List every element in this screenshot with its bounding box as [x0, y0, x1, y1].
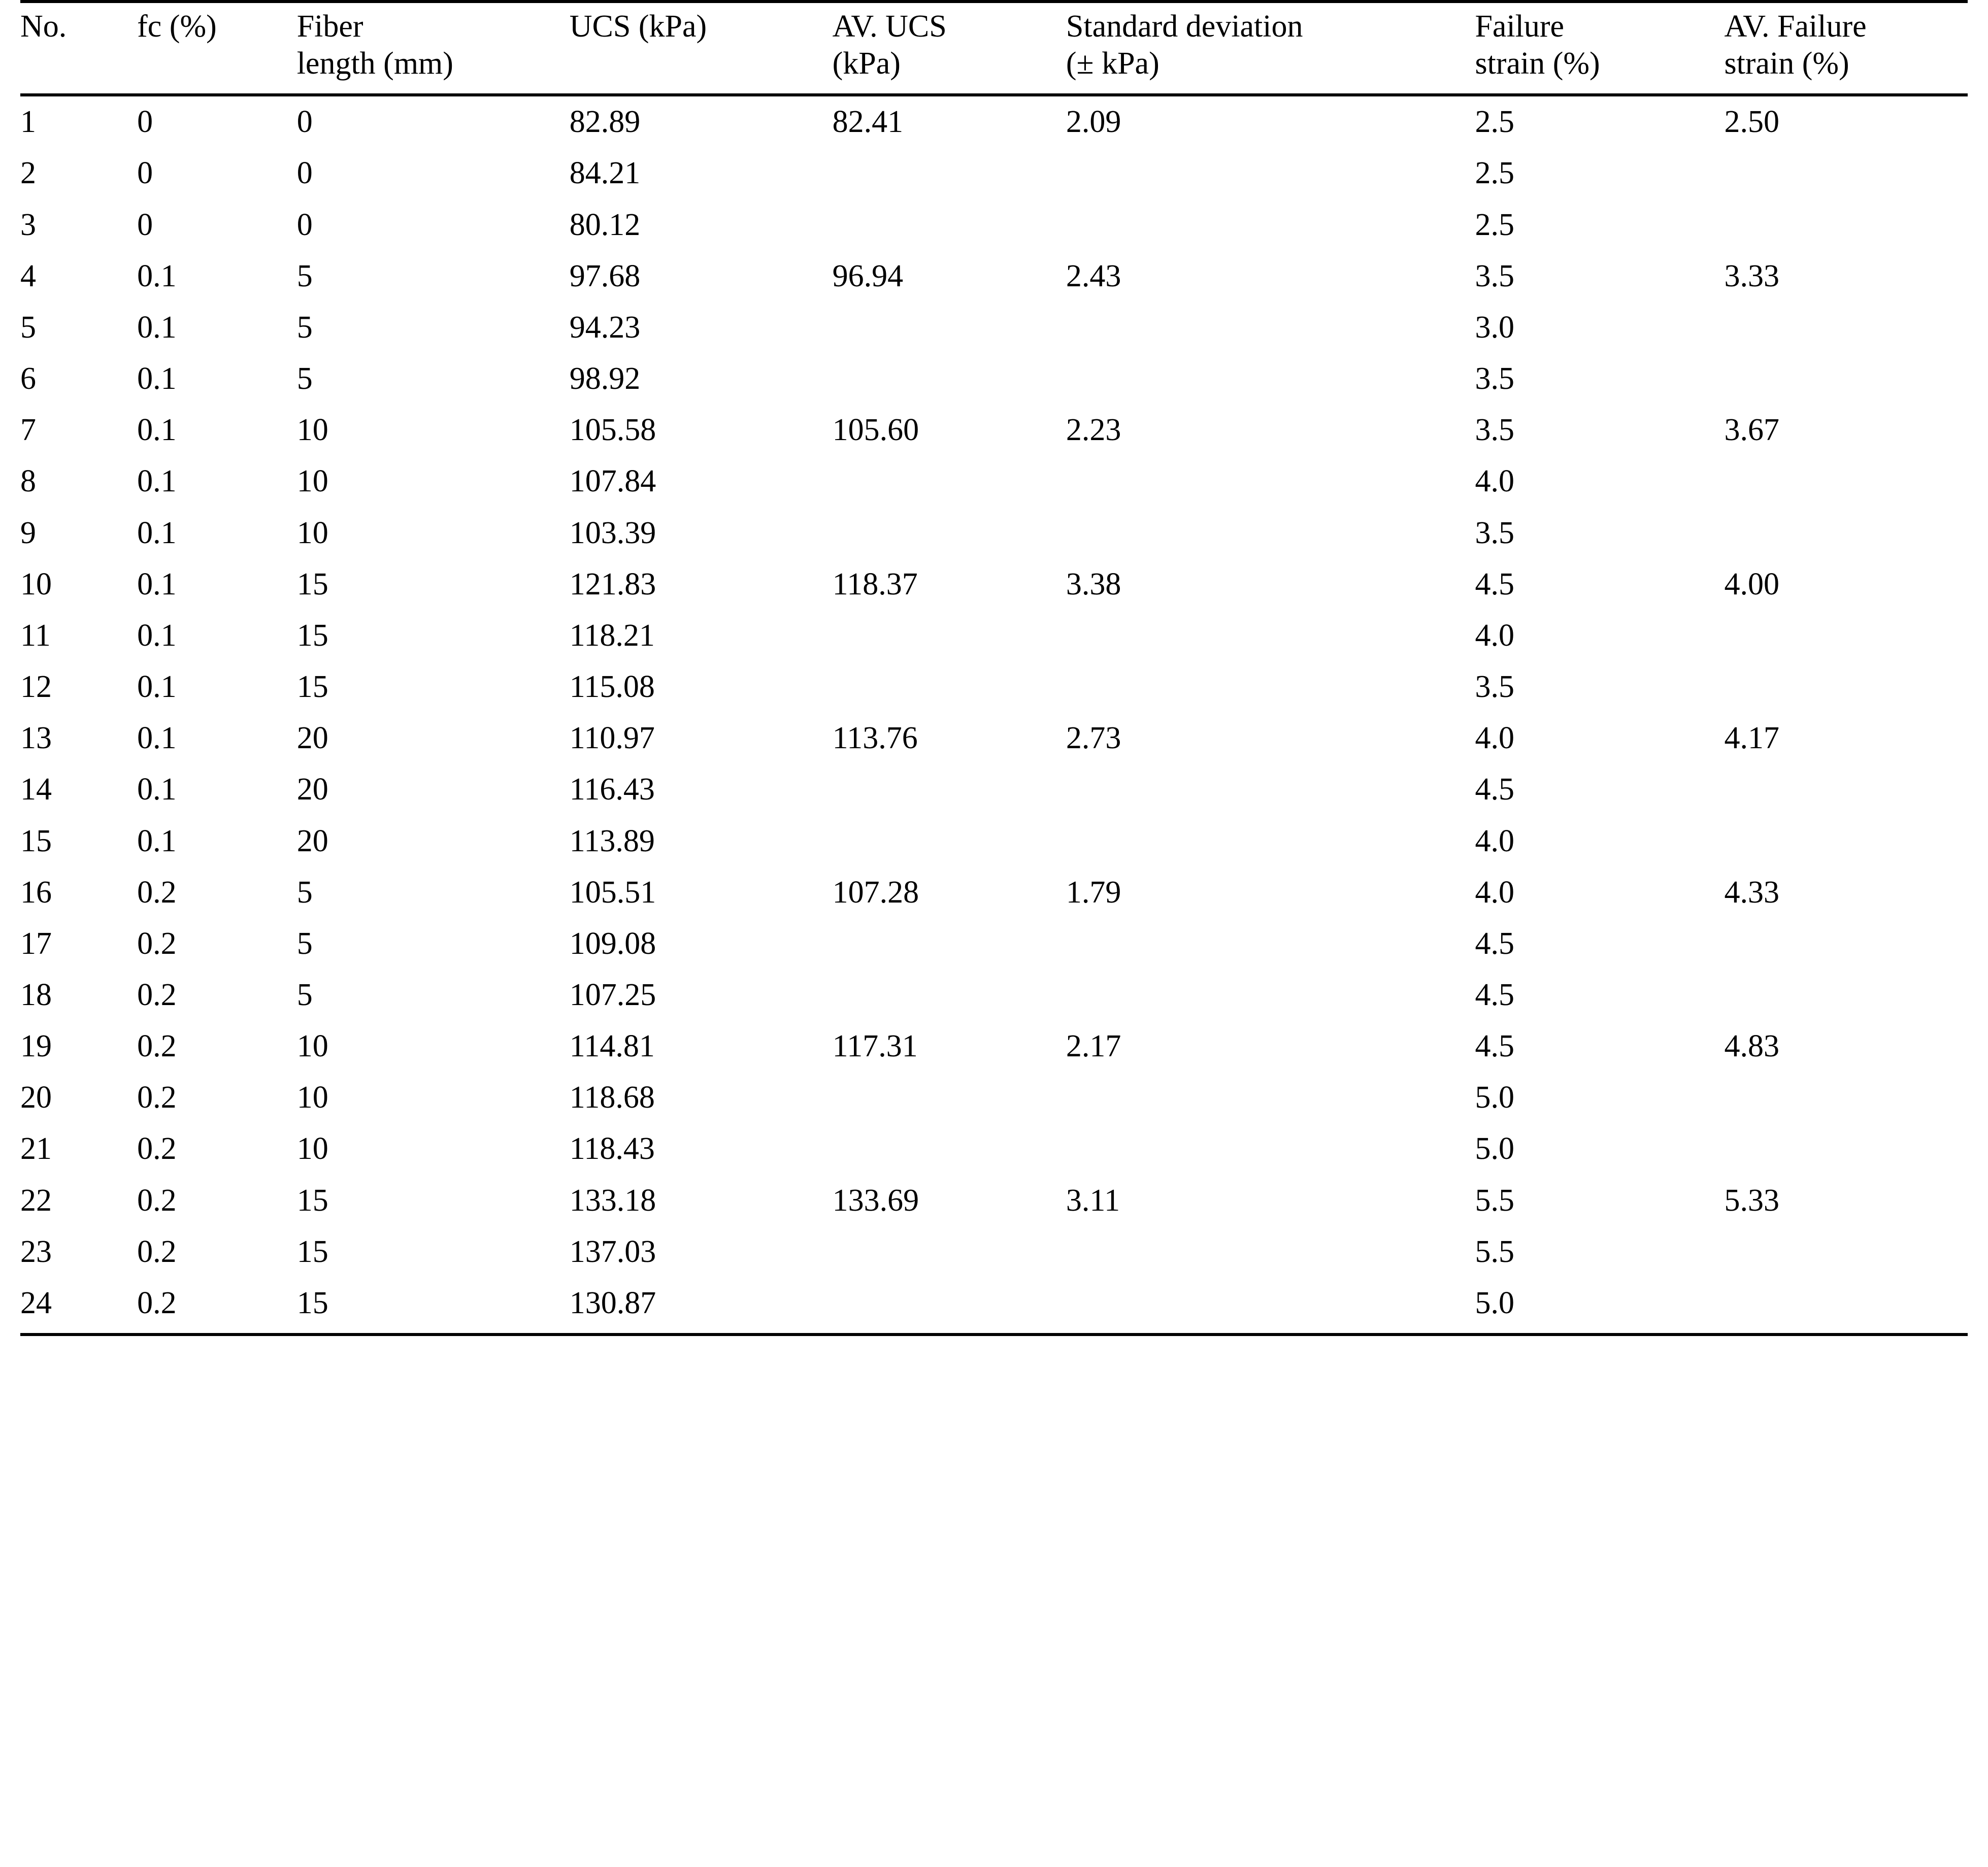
cell-fc: 0.2: [137, 926, 177, 961]
cell-failure-strain: 2.5: [1475, 105, 1514, 140]
cell-no: 8: [20, 464, 36, 499]
cell-ucs: 94.23: [569, 310, 641, 345]
cell-av-failure-strain: [1724, 816, 1968, 867]
cell-fiber-length: 5: [296, 977, 313, 1012]
cell-fc: 0: [137, 207, 153, 242]
cell-av-ucs: [833, 199, 1066, 251]
cell-ucs: 118.43: [569, 1131, 655, 1166]
table-body: [20, 95, 1968, 1335]
cell-ucs: 130.87: [569, 1285, 656, 1320]
table-row: [20, 1226, 1968, 1278]
cell-av-failure-strain: [1724, 199, 1968, 251]
cell-av-failure-strain: [1724, 970, 1968, 1021]
cell-av-failure-strain: [1724, 764, 1968, 815]
cell-std-dev: [1066, 1278, 1475, 1335]
cell-ucs: 97.68: [569, 258, 641, 293]
cell-no: 9: [20, 515, 36, 550]
cell-no: 20: [20, 1080, 52, 1115]
table-row: [20, 405, 1968, 456]
cell-no: 6: [20, 361, 36, 396]
cell-ucs: 118.68: [569, 1080, 655, 1115]
column-header-av-failure-strain-line1: AV. Failure: [1724, 9, 1867, 44]
cell-av-ucs: [833, 508, 1066, 559]
table-row: [20, 95, 1968, 148]
cell-std-dev: [1066, 1123, 1475, 1175]
cell-av-ucs: [833, 1072, 1066, 1123]
cell-fc: 0.1: [137, 258, 177, 293]
table-row: [20, 148, 1968, 199]
cell-no: 19: [20, 1029, 52, 1064]
cell-no: 1: [20, 105, 36, 140]
cell-av-ucs: 105.60: [832, 413, 919, 448]
cell-failure-strain: 4.5: [1475, 926, 1514, 961]
ucs-results-table: [20, 3, 1968, 1336]
cell-av-ucs: [833, 970, 1066, 1021]
cell-failure-strain: 3.5: [1475, 670, 1514, 705]
cell-failure-strain: 5.0: [1475, 1131, 1514, 1166]
cell-no: 16: [20, 875, 52, 910]
cell-av-failure-strain: [1724, 1123, 1968, 1175]
cell-std-dev: [1066, 610, 1475, 661]
cell-failure-strain: 4.5: [1475, 772, 1514, 807]
cell-ucs: 98.92: [569, 361, 641, 396]
cell-std-dev: [1066, 148, 1475, 199]
cell-fiber-length: 10: [296, 413, 328, 448]
cell-av-failure-strain: [1724, 353, 1968, 405]
cell-fiber-length: 20: [296, 721, 328, 756]
cell-no: 21: [20, 1131, 52, 1166]
column-header-fiber-length-line2: length (mm): [296, 46, 453, 81]
cell-av-ucs: [833, 764, 1066, 815]
column-header-av-ucs: [833, 3, 1066, 95]
cell-std-dev: 2.17: [1066, 1029, 1121, 1064]
cell-failure-strain: 4.5: [1475, 1029, 1514, 1064]
column-header-failure-strain-line1: Failure: [1475, 9, 1565, 44]
column-header-failure-strain-line2: strain (%): [1475, 46, 1600, 81]
cell-av-failure-strain: [1724, 918, 1968, 970]
cell-fiber-length: 15: [296, 1234, 328, 1269]
cell-av-failure-strain: [1724, 1226, 1968, 1278]
cell-ucs: 109.08: [569, 926, 656, 961]
column-header-av-failure-strain-line2: strain (%): [1724, 46, 1849, 81]
cell-fiber-length: 20: [296, 772, 328, 807]
cell-av-ucs: [833, 661, 1066, 713]
cell-fiber-length: 0: [296, 156, 313, 191]
cell-std-dev: [1066, 918, 1475, 970]
table-header: [20, 3, 1968, 95]
cell-ucs: 103.39: [569, 515, 656, 550]
column-header-standard-deviation-line1: Standard deviation: [1066, 9, 1303, 44]
cell-av-failure-strain: 4.17: [1724, 721, 1779, 756]
cell-failure-strain: 5.0: [1475, 1285, 1514, 1320]
cell-ucs: 115.08: [569, 670, 655, 705]
cell-av-ucs: [833, 456, 1066, 507]
cell-std-dev: [1066, 816, 1475, 867]
cell-fiber-length: 10: [296, 1029, 328, 1064]
table-row: [20, 1175, 1968, 1226]
cell-std-dev: 3.11: [1066, 1183, 1120, 1218]
cell-std-dev: [1066, 508, 1475, 559]
cell-failure-strain: 4.5: [1475, 566, 1514, 602]
cell-av-failure-strain: 2.50: [1724, 105, 1779, 140]
column-header-ucs-line1: UCS (kPa): [569, 9, 707, 44]
cell-failure-strain: 4.0: [1475, 875, 1514, 910]
cell-failure-strain: 3.5: [1475, 413, 1514, 448]
table-row: [20, 867, 1968, 918]
cell-av-ucs: [833, 1226, 1066, 1278]
cell-av-failure-strain: [1724, 1072, 1968, 1123]
cell-av-ucs: 82.41: [832, 105, 904, 140]
cell-fc: 0.1: [137, 618, 177, 653]
cell-fiber-length: 15: [296, 1183, 328, 1218]
table-row: [20, 456, 1968, 507]
table-row: [20, 1072, 1968, 1123]
cell-fiber-length: 10: [296, 464, 328, 499]
column-header-av-ucs-line2: (kPa): [832, 46, 901, 81]
cell-failure-strain: 3.5: [1475, 515, 1514, 550]
cell-ucs: 116.43: [569, 772, 655, 807]
cell-fc: 0.1: [137, 464, 177, 499]
cell-failure-strain: 5.5: [1475, 1234, 1514, 1269]
cell-ucs: 118.21: [569, 618, 655, 653]
cell-no: 2: [20, 156, 36, 191]
cell-fc: 0.1: [137, 515, 177, 550]
column-header-av-ucs-line1: AV. UCS: [832, 9, 947, 44]
cell-fc: 0.2: [137, 977, 177, 1012]
cell-no: 13: [20, 721, 52, 756]
column-header-fiber-length-line1: Fiber: [296, 9, 363, 44]
cell-fiber-length: 10: [296, 515, 328, 550]
cell-fiber-length: 20: [296, 823, 328, 858]
cell-av-failure-strain: [1724, 1278, 1968, 1335]
cell-av-failure-strain: [1724, 610, 1968, 661]
cell-ucs: 84.21: [569, 156, 641, 191]
cell-fiber-length: 5: [296, 361, 313, 396]
cell-fc: 0.1: [137, 772, 177, 807]
cell-fc: 0.1: [137, 310, 177, 345]
cell-failure-strain: 3.5: [1475, 258, 1514, 293]
cell-av-failure-strain: [1724, 302, 1968, 353]
cell-av-ucs: [833, 918, 1066, 970]
cell-av-failure-strain: [1724, 508, 1968, 559]
table-row: [20, 302, 1968, 353]
table-row: [20, 1021, 1968, 1072]
cell-fiber-length: 5: [296, 875, 313, 910]
table-row: [20, 610, 1968, 661]
cell-std-dev: 2.09: [1066, 105, 1121, 140]
cell-failure-strain: 2.5: [1475, 207, 1514, 242]
cell-fc: 0: [137, 156, 153, 191]
cell-std-dev: [1066, 764, 1475, 815]
cell-fc: 0.1: [137, 361, 177, 396]
cell-fc: 0: [137, 105, 153, 140]
cell-ucs: 107.25: [569, 977, 656, 1012]
cell-no: 7: [20, 413, 36, 448]
table-row: [20, 508, 1968, 559]
cell-fc: 0.1: [137, 413, 177, 448]
cell-std-dev: [1066, 456, 1475, 507]
cell-av-ucs: [833, 1278, 1066, 1335]
cell-fc: 0.2: [137, 1285, 177, 1320]
cell-fc: 0.1: [137, 721, 177, 756]
cell-av-ucs: 107.28: [832, 875, 919, 910]
column-header-fiber-length: [297, 3, 570, 95]
cell-failure-strain: 4.5: [1475, 977, 1514, 1012]
cell-av-ucs: [833, 302, 1066, 353]
cell-av-ucs: [833, 1123, 1066, 1175]
cell-no: 22: [20, 1183, 52, 1218]
cell-av-failure-strain: [1724, 661, 1968, 713]
cell-std-dev: 2.43: [1066, 258, 1121, 293]
cell-fiber-length: 10: [296, 1080, 328, 1115]
cell-no: 12: [20, 670, 52, 705]
cell-ucs: 82.89: [569, 105, 641, 140]
cell-no: 3: [20, 207, 36, 242]
cell-fc: 0.2: [137, 1183, 177, 1218]
column-header-standard-deviation: [1066, 3, 1475, 95]
cell-fiber-length: 15: [296, 566, 328, 602]
cell-no: 15: [20, 823, 52, 858]
cell-failure-strain: 5.5: [1475, 1183, 1514, 1218]
cell-ucs: 137.03: [569, 1234, 656, 1269]
table-row: [20, 1123, 1968, 1175]
cell-fc: 0.2: [137, 1131, 177, 1166]
cell-av-ucs: [833, 148, 1066, 199]
column-header-fc-line1: fc (%): [137, 9, 217, 44]
cell-fiber-length: 15: [296, 618, 328, 653]
cell-fiber-length: 5: [296, 258, 313, 293]
cell-av-failure-strain: [1724, 148, 1968, 199]
cell-fiber-length: 0: [296, 207, 313, 242]
cell-std-dev: [1066, 970, 1475, 1021]
cell-ucs: 107.84: [569, 464, 656, 499]
cell-std-dev: [1066, 661, 1475, 713]
cell-std-dev: 3.38: [1066, 566, 1121, 602]
cell-failure-strain: 2.5: [1475, 156, 1514, 191]
table-row: [20, 559, 1968, 610]
table-row: [20, 199, 1968, 251]
table-row: [20, 764, 1968, 815]
cell-fc: 0.2: [137, 1234, 177, 1269]
column-header-standard-deviation-line2: (± kPa): [1066, 46, 1159, 81]
table-row: [20, 713, 1968, 764]
cell-failure-strain: 3.0: [1475, 310, 1514, 345]
column-header-no-line1: No.: [20, 9, 67, 44]
cell-fc: 0.1: [137, 823, 177, 858]
cell-no: 23: [20, 1234, 52, 1269]
cell-no: 24: [20, 1285, 52, 1320]
cell-av-failure-strain: [1724, 456, 1968, 507]
table-row: [20, 918, 1968, 970]
cell-failure-strain: 4.0: [1475, 618, 1514, 653]
cell-ucs: 105.58: [569, 413, 656, 448]
cell-no: 18: [20, 977, 52, 1012]
cell-fiber-length: 0: [296, 105, 313, 140]
cell-fiber-length: 10: [296, 1131, 328, 1166]
cell-ucs: 121.83: [569, 566, 656, 602]
cell-std-dev: 1.79: [1066, 875, 1121, 910]
cell-fiber-length: 5: [296, 926, 313, 961]
table-row: [20, 816, 1968, 867]
cell-av-ucs: [833, 610, 1066, 661]
table-row: [20, 251, 1968, 302]
cell-av-failure-strain: 4.33: [1724, 875, 1779, 910]
cell-av-ucs: 133.69: [832, 1183, 919, 1218]
cell-fc: 0.2: [137, 875, 177, 910]
cell-ucs: 114.81: [569, 1029, 655, 1064]
cell-av-failure-strain: 3.33: [1724, 258, 1779, 293]
cell-failure-strain: 4.0: [1475, 823, 1514, 858]
cell-fc: 0.1: [137, 566, 177, 602]
column-header-failure-strain: [1475, 3, 1724, 95]
cell-fc: 0.1: [137, 670, 177, 705]
cell-av-ucs: 96.94: [832, 258, 904, 293]
cell-av-ucs: 118.37: [832, 566, 918, 602]
cell-no: 11: [20, 618, 51, 653]
cell-av-failure-strain: 4.00: [1724, 566, 1779, 602]
cell-failure-strain: 5.0: [1475, 1080, 1514, 1115]
cell-std-dev: [1066, 1072, 1475, 1123]
cell-no: 4: [20, 258, 36, 293]
cell-std-dev: 2.73: [1066, 721, 1121, 756]
cell-no: 14: [20, 772, 52, 807]
cell-failure-strain: 3.5: [1475, 361, 1514, 396]
column-header-ucs: [570, 3, 833, 95]
cell-std-dev: [1066, 1226, 1475, 1278]
cell-ucs: 133.18: [569, 1183, 656, 1218]
cell-fiber-length: 15: [296, 670, 328, 705]
cell-av-ucs: [833, 353, 1066, 405]
cell-av-ucs: 117.31: [832, 1029, 918, 1064]
cell-std-dev: [1066, 199, 1475, 251]
cell-no: 5: [20, 310, 36, 345]
cell-av-failure-strain: 5.33: [1724, 1183, 1779, 1218]
cell-fc: 0.2: [137, 1029, 177, 1064]
cell-ucs: 110.97: [569, 721, 655, 756]
cell-av-failure-strain: 4.83: [1724, 1029, 1779, 1064]
cell-failure-strain: 4.0: [1475, 721, 1514, 756]
cell-failure-strain: 4.0: [1475, 464, 1514, 499]
cell-fiber-length: 5: [296, 310, 313, 345]
column-header-no: [20, 3, 137, 95]
table-row: [20, 661, 1968, 713]
cell-std-dev: [1066, 353, 1475, 405]
column-header-av-failure-strain: [1724, 3, 1968, 95]
cell-std-dev: 2.23: [1066, 413, 1121, 448]
cell-av-ucs: 113.76: [832, 721, 918, 756]
table-row: [20, 353, 1968, 405]
cell-av-ucs: [833, 816, 1066, 867]
column-header-fc: [137, 3, 297, 95]
cell-no: 10: [20, 566, 52, 602]
cell-ucs: 113.89: [569, 823, 655, 858]
cell-av-failure-strain: 3.67: [1724, 413, 1779, 448]
cell-fc: 0.2: [137, 1080, 177, 1115]
table-header-row: [20, 3, 1968, 95]
cell-std-dev: [1066, 302, 1475, 353]
cell-ucs: 105.51: [569, 875, 656, 910]
cell-no: 17: [20, 926, 52, 961]
cell-ucs: 80.12: [569, 207, 641, 242]
table-row: [20, 1278, 1968, 1335]
cell-fiber-length: 15: [296, 1285, 328, 1320]
table-row: [20, 970, 1968, 1021]
